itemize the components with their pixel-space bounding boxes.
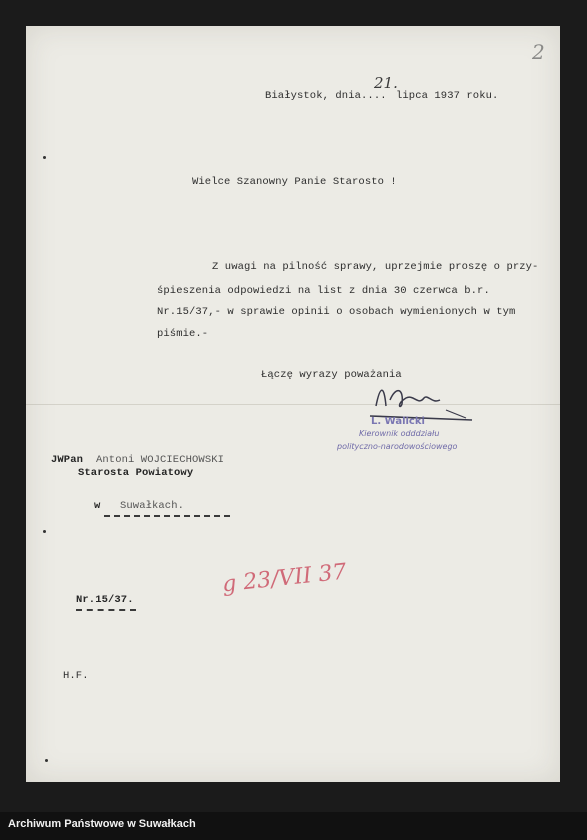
page-number: 2 (532, 40, 545, 64)
recipient-honorific: JWPan (51, 454, 84, 466)
reference-number: Nr.15/37. (76, 594, 134, 606)
date-month-year: lipca 1937 roku. (396, 90, 499, 102)
archive-name: Archiwum Państwowe w Suwałkach (8, 818, 196, 830)
archive-footer-bar (0, 812, 587, 840)
red-pencil-annotation: g 23/VII 37 (221, 559, 348, 598)
stamp-department: polityczno-narodowościowego (337, 442, 458, 451)
recipient-name: Antoni WOJCIECHOWSKI (96, 454, 225, 466)
body-line-1: Z uwagi na pilność sprawy, uprzejmie proszę o przy- (212, 261, 539, 273)
typist-initials: H.F. (63, 670, 89, 682)
recipient-role: Starosta Powiatowy (78, 467, 194, 479)
recipient-place-prefix: w (94, 500, 101, 512)
stamp-title: Kierownik odddziału (359, 429, 440, 438)
closing-phrase: Łączę wyrazy poważania (261, 369, 402, 381)
body-line-3: Nr.15/37,- w sprawie opinii o osobach wymienionych w tym (157, 306, 516, 318)
recipient-place-underline (104, 515, 230, 517)
letter-page (26, 26, 560, 782)
margin-dot (43, 156, 46, 159)
stamp-name: L. Walicki (371, 416, 425, 427)
body-line-4: piśmie.- (157, 328, 209, 340)
margin-dot (45, 759, 48, 762)
date-handwritten-day: 21. (374, 74, 398, 92)
salutation: Wielce Szanowny Panie Starosto ! (192, 176, 397, 188)
recipient-place: Suwałkach. (120, 500, 185, 512)
reference-number-underline (76, 609, 136, 611)
body-line-2: śpieszenia odpowiedzi na list z dnia 30 czerwca b.r. (157, 285, 490, 297)
margin-dot (43, 530, 46, 533)
date-place: Białystok, dnia.... (265, 90, 387, 102)
